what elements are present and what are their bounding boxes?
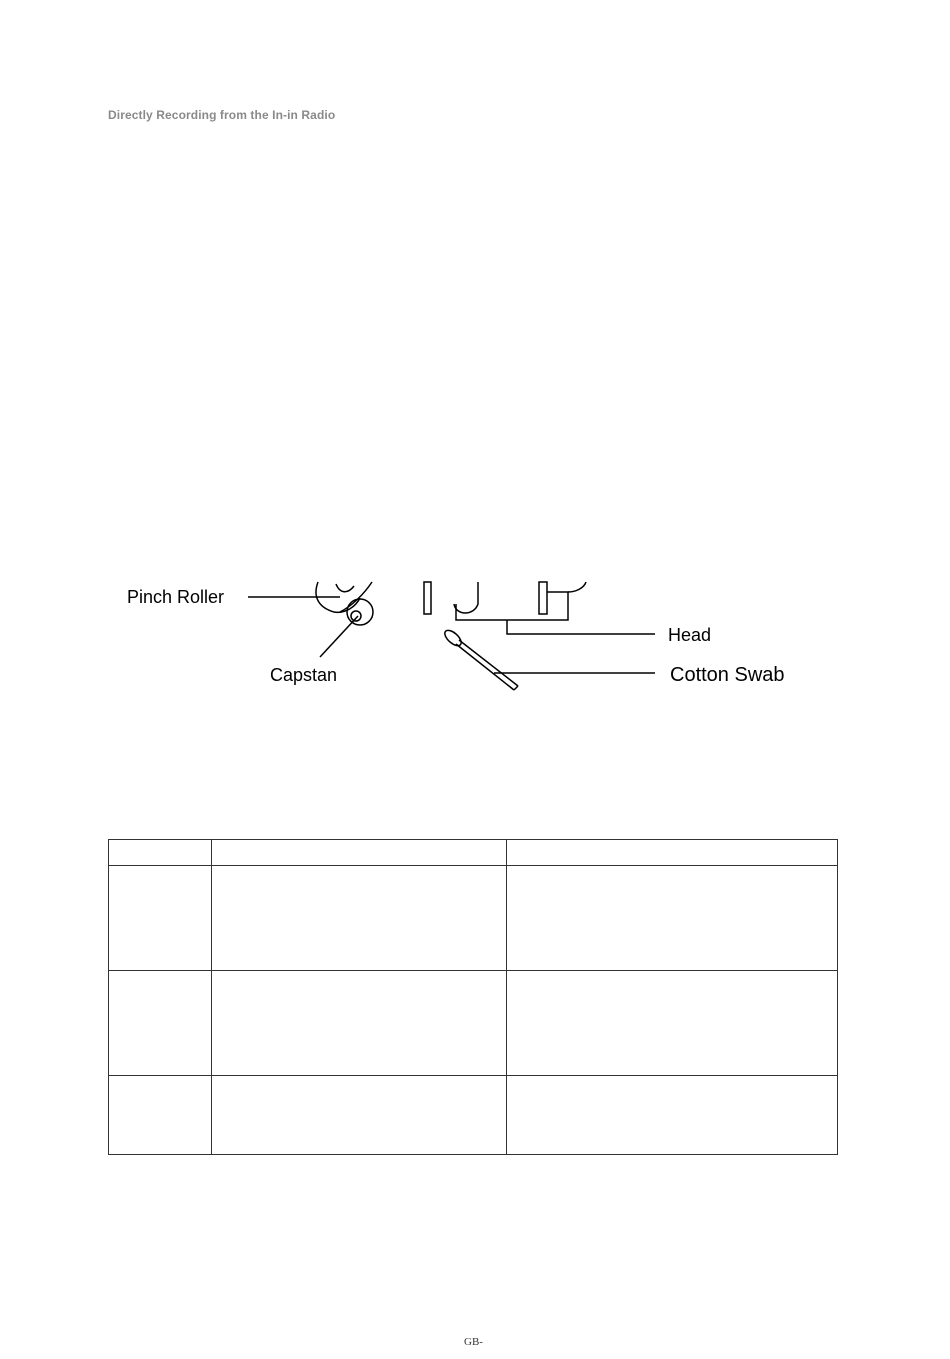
table-header-row — [109, 840, 838, 866]
table-cell — [212, 971, 507, 1076]
capstan-shape — [347, 599, 373, 625]
table-cell — [212, 1076, 507, 1155]
table-row — [109, 1076, 838, 1155]
troubleshooting-table — [108, 839, 838, 1155]
section-heading: Directly Recording from the In-in Radio — [108, 108, 336, 122]
tape-head-cleaning-diagram — [0, 560, 950, 710]
head-leader — [507, 620, 655, 634]
table-cell — [507, 866, 838, 971]
capstan-leader — [320, 616, 358, 657]
table-row — [109, 971, 838, 1076]
head-assembly-shape — [424, 582, 586, 620]
table-cell — [507, 840, 838, 866]
page-footer: GB- — [464, 1336, 483, 1348]
cotton-swab-label: Cotton Swab — [670, 664, 785, 686]
table-cell — [212, 840, 507, 866]
table-cell — [507, 971, 838, 1076]
table-cell — [507, 1076, 838, 1155]
pinch-roller-label: Pinch Roller — [127, 587, 225, 607]
capstan-label: Capstan — [270, 665, 338, 685]
head-label: Head — [668, 625, 712, 645]
table-cell — [109, 971, 212, 1076]
table-cell — [109, 840, 212, 866]
table-cell — [212, 866, 507, 971]
table-row — [109, 866, 838, 971]
cotton-swab-shape — [442, 628, 518, 690]
table-cell — [109, 1076, 212, 1155]
table-cell — [109, 866, 212, 971]
